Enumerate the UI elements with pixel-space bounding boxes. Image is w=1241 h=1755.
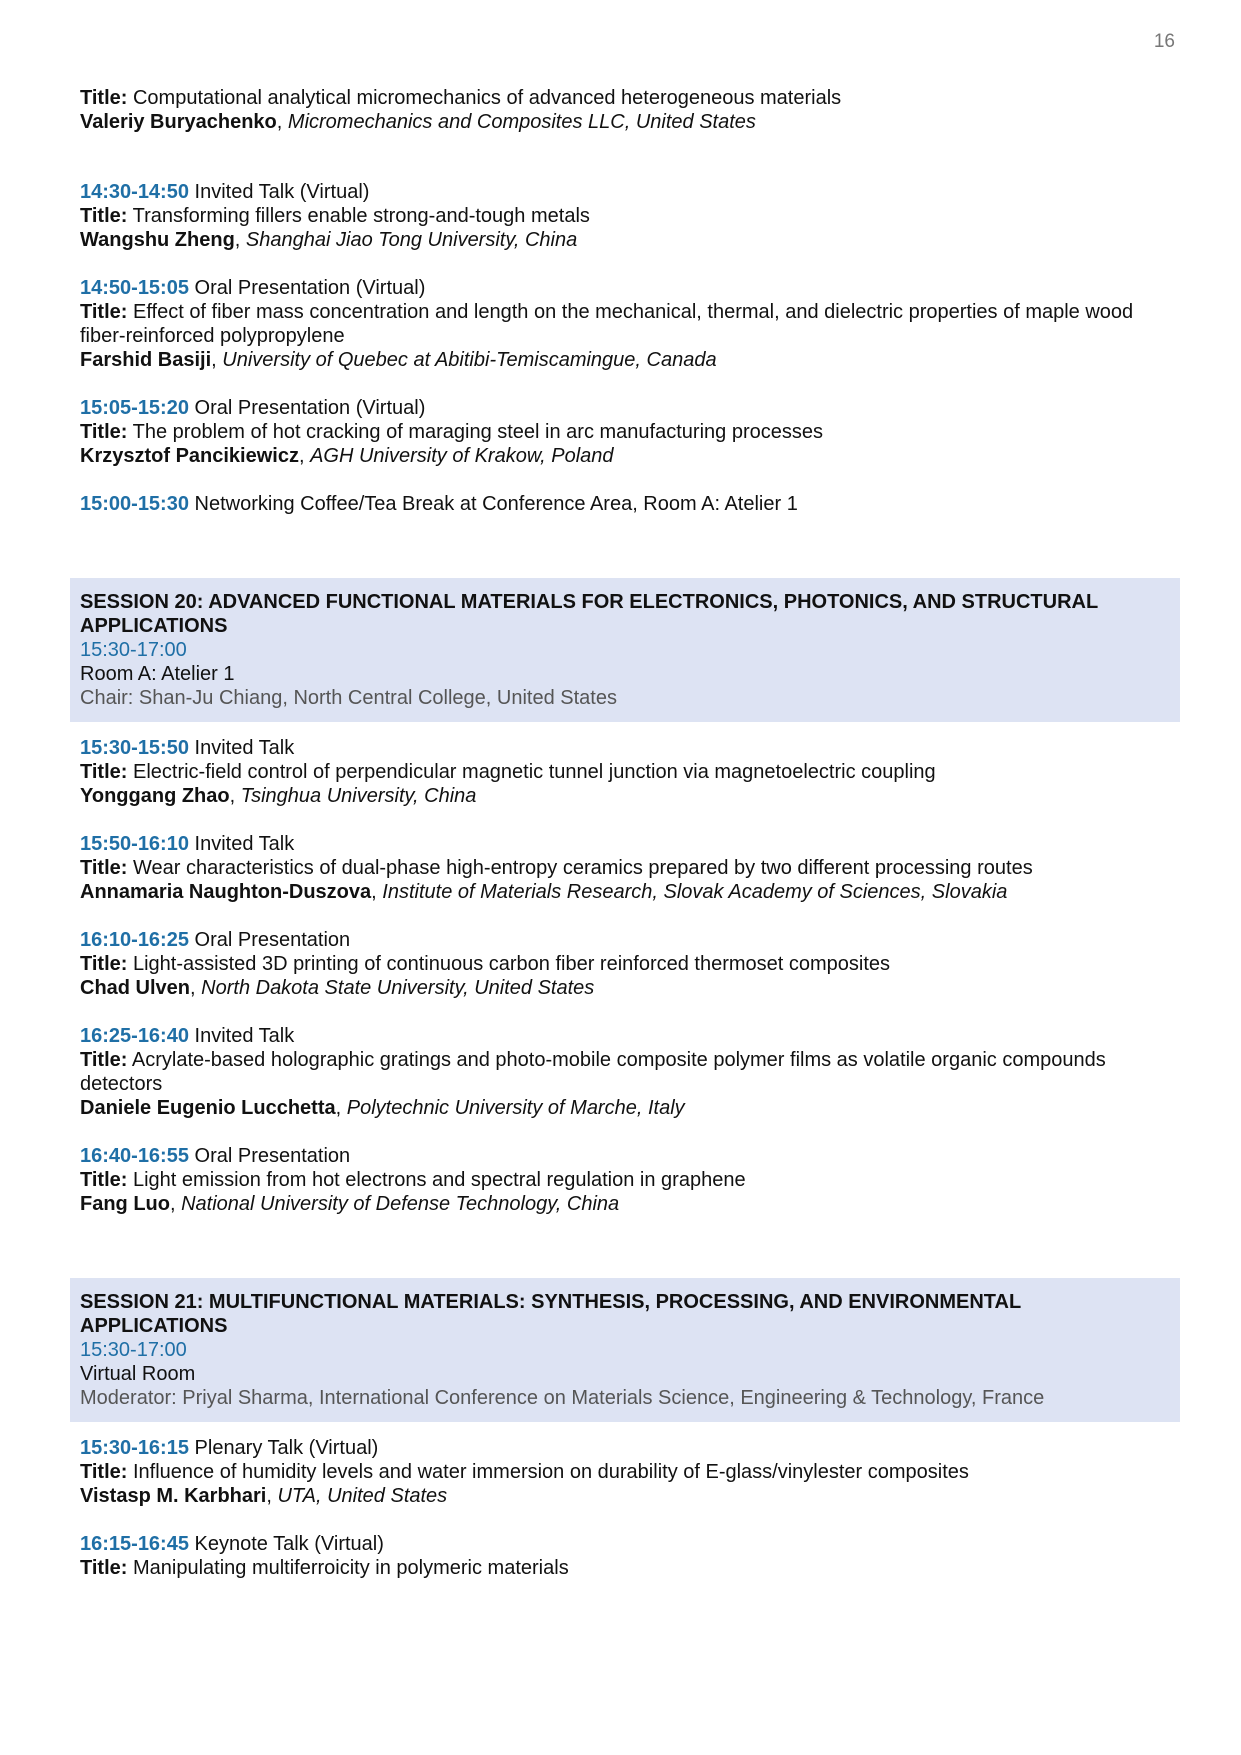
talk-type: Oral Presentation — [194, 1145, 351, 1167]
talk-time: 15:30-16:15 — [80, 1437, 189, 1459]
talk-type: Invited Talk — [194, 833, 295, 855]
talk-author-line: Valeriy Buryachenko, Micromechanics and Composites LLC, United States — [80, 111, 756, 133]
talk-author-line: Chad Ulven, North Dakota State University, United States — [80, 977, 595, 999]
talk-author-line: Annamaria Naughton-Duszova, Institute of Materials Research, Slovak Academy of Sciences, Slovakia — [80, 881, 1008, 903]
break-text: Networking Coffee/Tea Break at Conference Area, Room A: Atelier 1 — [194, 493, 798, 515]
session-time: 15:30-17:00 — [80, 1339, 187, 1361]
talk-type: Invited Talk — [194, 737, 295, 759]
break-entry — [80, 492, 1160, 516]
title-label: Title: — [80, 421, 128, 443]
talk-affiliation: UTA, United States — [277, 1485, 448, 1507]
talk-affiliation: University of Quebec at Abitibi-Temiscamingue, Canada — [222, 349, 717, 371]
talk-title: Computational analytical micromechanics of advanced heterogeneous materials — [132, 87, 842, 109]
title-label: Title: — [80, 1169, 128, 1191]
session-chair: Chair: Shan-Ju Chiang, North Central College, United States — [80, 687, 617, 709]
page-number: 16 — [1153, 31, 1175, 52]
title-label: Title: — [80, 953, 128, 975]
talk-entry — [80, 1436, 1160, 1508]
talk-title-line — [80, 952, 1160, 976]
talk-affiliation: Shanghai Jiao Tong University, China — [245, 229, 578, 251]
talk-time-line — [80, 180, 1160, 204]
session-title: SESSION 21: MULTIFUNCTIONAL MATERIALS: SYNTHESIS, PROCESSING, AND ENVIRONMENTAL APPLICATIONS — [80, 1291, 1021, 1337]
talk-entry — [80, 276, 1160, 372]
talk-time-line — [80, 832, 1160, 856]
talk-affiliation: Tsinghua University, China — [240, 785, 477, 807]
talk-title: Wear characteristics of dual-phase high-entropy ceramics prepared by two different processing routes — [132, 857, 1033, 879]
talk-time: 16:25-16:40 — [80, 1025, 189, 1047]
break-time: 15:00-15:30 — [80, 493, 189, 515]
talk-entry — [80, 1144, 1160, 1216]
talk-entry — [80, 396, 1160, 468]
title-label: Title: — [80, 1461, 128, 1483]
talk-author-line: Farshid Basiji, University of Quebec at Abitibi-Temiscamingue, Canada — [80, 349, 717, 371]
talk-title: Effect of fiber mass concentration and length on the mechanical, thermal, and dielectric properties of maple wood fiber-reinforced polypropylene — [80, 301, 1134, 347]
title-label: Title: — [80, 857, 128, 879]
talk-title-line — [80, 300, 1160, 348]
talk-author: Yonggang Zhao — [80, 785, 230, 807]
talk-author-line: Wangshu Zheng, Shanghai Jiao Tong University, China — [80, 229, 578, 251]
talk-type: Oral Presentation (Virtual) — [194, 277, 426, 299]
title-label: Title: — [80, 761, 128, 783]
session-room: Room A: Atelier 1 — [80, 663, 235, 685]
talk-title-line — [80, 1168, 1160, 1192]
intro-entry — [80, 86, 1160, 134]
talk-time: 15:05-15:20 — [80, 397, 189, 419]
talk-affiliation: AGH University of Krakow, Poland — [310, 445, 614, 467]
talk-author-line: Vistasp M. Karbhari, UTA, United States — [80, 1485, 448, 1507]
talk-title-line — [80, 420, 1160, 444]
talk-author: Farshid Basiji — [80, 349, 212, 371]
talk-author: Annamaria Naughton-Duszova — [80, 881, 372, 903]
talk-title: The problem of hot cracking of maraging steel in arc manufacturing processes — [132, 421, 823, 443]
talk-time-line — [80, 276, 1160, 300]
talk-title: Manipulating multiferroicity in polymeric materials — [132, 1557, 569, 1579]
talk-author-line: Daniele Eugenio Lucchetta, Polytechnic University of Marche, Italy — [80, 1097, 685, 1119]
talk-type: Invited Talk — [194, 1025, 295, 1047]
talk-time-line — [80, 1436, 1160, 1460]
talk-entry — [80, 1024, 1160, 1120]
talk-title: Acrylate-based holographic gratings and photo-mobile composite polymer films as volatile organic compounds detectors — [80, 1049, 1106, 1095]
talk-entry — [80, 736, 1160, 808]
talk-affiliation: Institute of Materials Research, Slovak Academy of Sciences, Slovakia — [382, 881, 1008, 903]
talk-time: 14:50-15:05 — [80, 277, 189, 299]
program-content — [80, 86, 1160, 1580]
talk-title-line — [80, 760, 1160, 784]
talk-time: 16:10-16:25 — [80, 929, 189, 951]
talk-author: Valeriy Buryachenko — [80, 111, 277, 133]
session-time: 15:30-17:00 — [80, 639, 187, 661]
talk-entry — [80, 1532, 1160, 1580]
talk-time: 16:15-16:45 — [80, 1533, 189, 1555]
talk-affiliation: Polytechnic University of Marche, Italy — [346, 1097, 685, 1119]
session-room: Virtual Room — [80, 1363, 196, 1385]
talk-title-line — [80, 1460, 1160, 1484]
talk-time-line — [80, 1144, 1160, 1168]
talk-time-line — [80, 736, 1160, 760]
talk-affiliation: National University of Defense Technology, China — [181, 1193, 620, 1215]
talk-title-line — [80, 86, 1160, 110]
talk-author: Wangshu Zheng — [80, 229, 235, 251]
talk-author: Vistasp M. Karbhari — [80, 1485, 267, 1507]
title-label: Title: — [80, 1049, 128, 1071]
talk-time-line — [80, 396, 1160, 420]
title-label: Title: — [80, 87, 128, 109]
talk-title: Light-assisted 3D printing of continuous carbon fiber reinforced thermoset composites — [132, 953, 891, 975]
session-header — [70, 1278, 1180, 1422]
talk-type: Invited Talk (Virtual) — [194, 181, 370, 203]
talk-time: 14:30-14:50 — [80, 181, 189, 203]
talk-time-line — [80, 1532, 1160, 1556]
talk-entry — [80, 928, 1160, 1000]
talk-time-line — [80, 928, 1160, 952]
talk-type: Keynote Talk (Virtual) — [194, 1533, 384, 1555]
talk-title-line — [80, 856, 1160, 880]
talk-author: Krzysztof Pancikiewicz — [80, 445, 299, 467]
talk-type: Oral Presentation — [194, 929, 351, 951]
title-label: Title: — [80, 205, 128, 227]
session-chair: Moderator: Priyal Sharma, International Conference on Materials Science, Engineering & Technology, France — [80, 1387, 1045, 1409]
talk-author-line: Fang Luo, National University of Defense Technology, China — [80, 1193, 620, 1215]
session-header — [70, 578, 1180, 722]
talk-author: Daniele Eugenio Lucchetta — [80, 1097, 336, 1119]
talk-author-line: Yonggang Zhao, Tsinghua University, China — [80, 785, 477, 807]
talk-type: Oral Presentation (Virtual) — [194, 397, 426, 419]
talk-time: 15:50-16:10 — [80, 833, 189, 855]
talk-affiliation: North Dakota State University, United States — [201, 977, 595, 999]
session-title: SESSION 20: ADVANCED FUNCTIONAL MATERIALS FOR ELECTRONICS, PHOTONICS, AND STRUCTURAL APPLICATIONS — [80, 591, 1098, 637]
talk-title-line — [80, 204, 1160, 228]
talk-time: 15:30-15:50 — [80, 737, 189, 759]
talk-time: 16:40-16:55 — [80, 1145, 189, 1167]
talk-author: Chad Ulven — [80, 977, 191, 999]
talk-title: Light emission from hot electrons and spectral regulation in graphene — [132, 1169, 746, 1191]
talk-title-line — [80, 1048, 1160, 1096]
talk-title: Transforming fillers enable strong-and-tough metals — [132, 205, 590, 227]
talk-title-line — [80, 1556, 1160, 1580]
talk-entry — [80, 180, 1160, 252]
title-label: Title: — [80, 301, 128, 323]
title-label: Title: — [80, 1557, 128, 1579]
talk-affiliation: Micromechanics and Composites LLC, United States — [287, 111, 756, 133]
talk-type: Plenary Talk (Virtual) — [194, 1437, 379, 1459]
talk-title: Electric-field control of perpendicular magnetic tunnel junction via magnetoelectric coupling — [132, 761, 936, 783]
talk-title: Influence of humidity levels and water immersion on durability of E-glass/vinylester composites — [132, 1461, 969, 1483]
talk-time-line — [80, 1024, 1160, 1048]
talk-entry — [80, 832, 1160, 904]
talk-author: Fang Luo — [80, 1193, 170, 1215]
talk-author-line: Krzysztof Pancikiewicz, AGH University of Krakow, Poland — [80, 445, 614, 467]
